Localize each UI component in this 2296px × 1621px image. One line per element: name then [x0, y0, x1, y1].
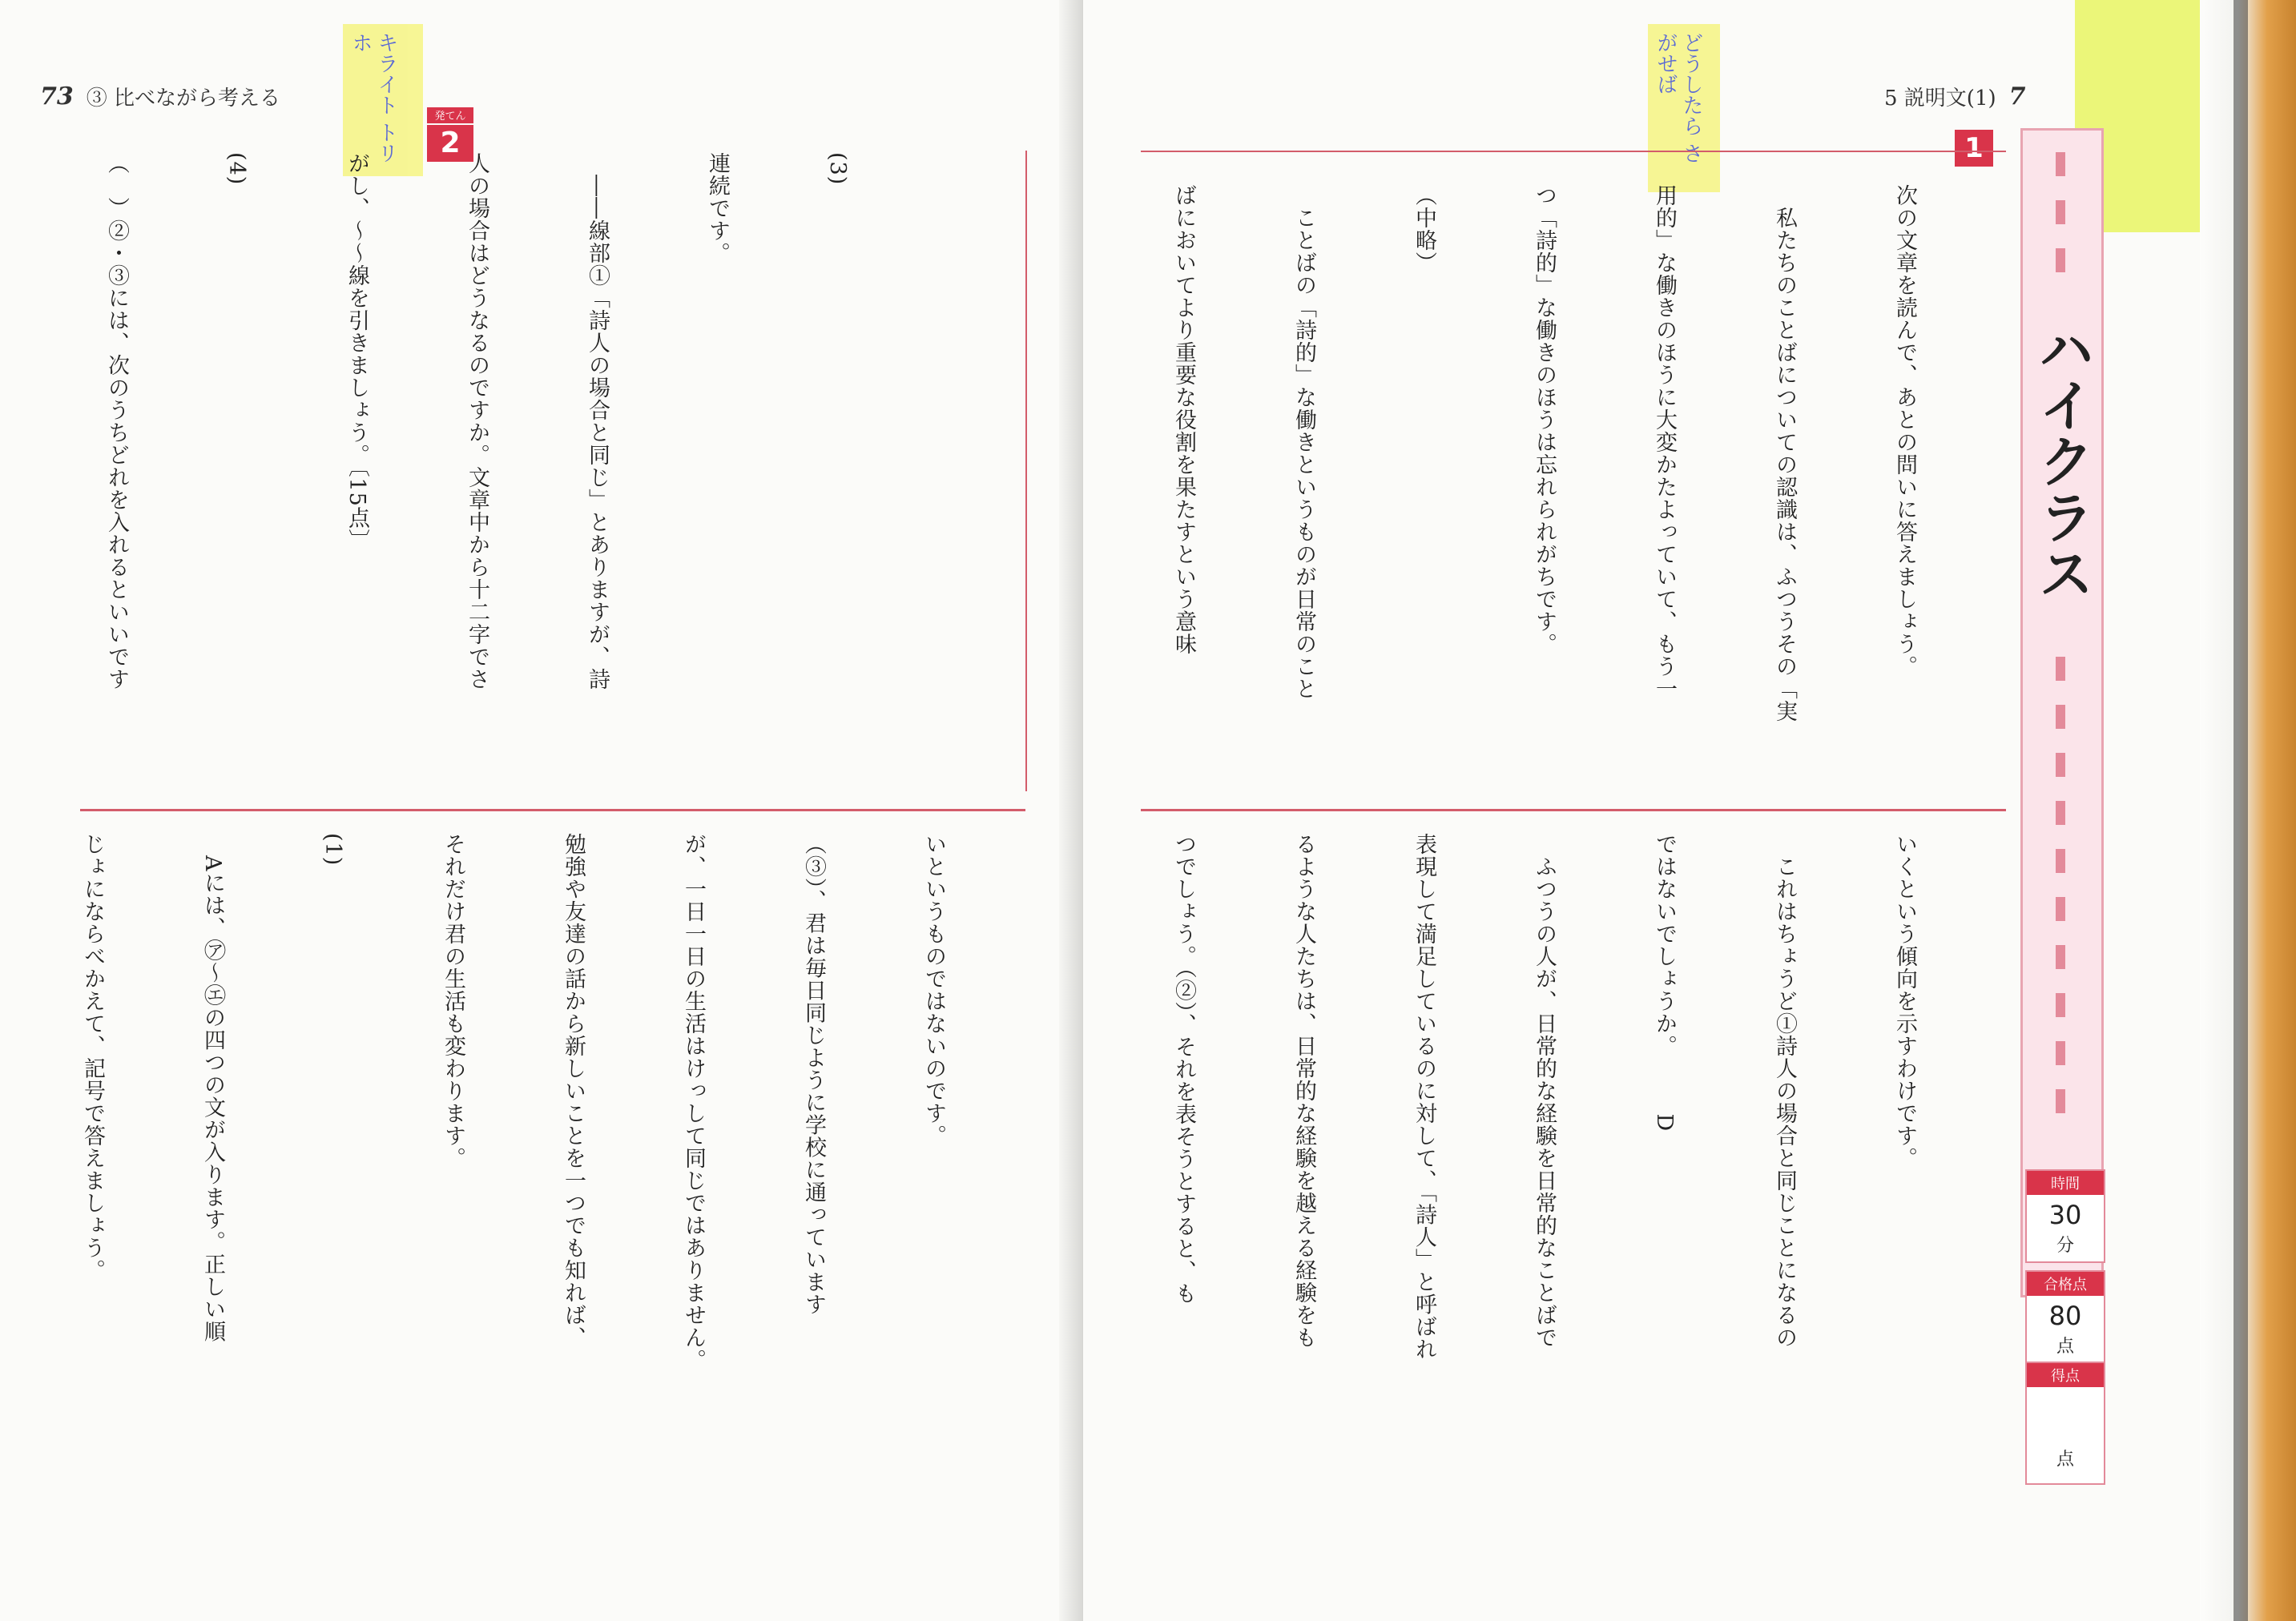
text-line: (3): [825, 152, 850, 186]
right-upper-text: [1139, 184, 2004, 793]
text-line: 連続です。: [705, 152, 730, 264]
text-line: 私たちのことばについての認識は、ふつうその「実: [1772, 184, 1797, 722]
score-unit: 点: [2056, 1450, 2074, 1470]
text-line: つでしょう。（②）、それを表そうとすると、も: [1171, 833, 1196, 1305]
banner-dash: [2056, 801, 2065, 825]
banner-dash: [2056, 705, 2065, 729]
text-line: 表現して満足しているのに対して、「詩人」と呼ばれ: [1412, 833, 1436, 1361]
text-line: ふつうの人が、日常的な経験を日常的なことばで: [1532, 833, 1557, 1349]
text-line: 用的」な働きのほうに大変かたよっていて、もう一: [1652, 184, 1677, 700]
question-2-tag: 2: [427, 125, 473, 162]
left-sticky-note-text: キライト トリホ: [348, 32, 398, 164]
text-line: ――線部①「詩人の場合と同じ」とありますが、詩: [585, 152, 610, 690]
pass-score-label: 合格点: [2027, 1272, 2104, 1296]
question-1-tag: 1: [1955, 130, 1993, 167]
text-line: (1): [320, 833, 345, 867]
banner-dash: [2056, 849, 2065, 873]
left-lower-text: [72, 833, 1033, 1554]
time-box: [2025, 1169, 2105, 1263]
right-section-label: 5 説明文(1): [1884, 86, 1996, 111]
banner-dash: [2056, 753, 2065, 777]
text-line: ではないでしょうか。 D: [1652, 833, 1677, 1132]
book-edge: [2200, 0, 2296, 1621]
score-entry-box[interactable]: [2025, 1362, 2105, 1485]
text-line: いというものではないのです。: [921, 833, 946, 1147]
left-page-header: [40, 82, 280, 111]
book-edge-strip: [2234, 0, 2248, 1621]
text-line: Aには、㋐～㋓の四つの文が入ります。正しい順: [200, 833, 225, 1343]
banner-dash: [2056, 152, 2065, 176]
right-page: [1083, 0, 2296, 1621]
banner-dash: [2056, 993, 2065, 1017]
text-line: つ「詩的」な働きのほうは忘れられがちです。: [1532, 184, 1557, 655]
text-line: 次の文章を読んで、あとの問いに答えましょう。: [1892, 184, 1917, 678]
text-line: これはちょうど①詩人の場合と同じことになるの: [1772, 833, 1797, 1349]
text-line: 人の場合はどうなるのですか。文章中から十二字でさ: [465, 152, 489, 690]
text-line: るような人たちは、日常的な経験を越える経験をも: [1291, 833, 1316, 1349]
right-lower-text: [1139, 833, 2004, 1554]
text-line: 勉強や友達の話から新しいことを一つでも知れば、: [561, 833, 586, 1349]
right-divider: [1141, 809, 2006, 811]
time-value: 30: [2048, 1200, 2082, 1230]
text-line: がし、～～線を引きましょう。〔15点〕: [344, 152, 369, 552]
left-page: [0, 0, 1083, 1621]
banner-title: ハイクラス: [2029, 320, 2095, 601]
question-2-tag-label: 発てん: [427, 107, 473, 123]
text-line: ばにおいてより重要な役割を果たすという意味: [1171, 184, 1196, 655]
pass-score-unit: 点: [2056, 1337, 2074, 1357]
left-section-label: ③ 比べながら考える: [86, 86, 281, 111]
text-line: が、一日一日の生活はけっして同じではありません。: [681, 833, 706, 1371]
banner-dash: [2056, 897, 2065, 921]
right-page-number: 7: [2008, 82, 2026, 111]
time-unit: 分: [2056, 1236, 2074, 1256]
text-line: ことばの「詩的」な働きというものが日常のこと: [1291, 184, 1316, 700]
right-page-header: [1884, 82, 2026, 111]
pass-score-value: 80: [2048, 1301, 2082, 1331]
right-sticky-note-text: どうしたら さがせば: [1654, 32, 1703, 164]
banner-dash: [2056, 1089, 2065, 1113]
text-line: いくという傾向を示すわけです。: [1892, 833, 1917, 1169]
banner-dash: [2056, 1041, 2065, 1065]
text-line: じょにならべかえて、記号で答えましょう。: [80, 833, 105, 1281]
banner-dash: [2056, 945, 2065, 969]
left-upper-text: [72, 152, 937, 793]
pass-score-box: [2025, 1270, 2105, 1364]
text-line: （③）、君は毎日同じように学校に通っています: [801, 833, 826, 1316]
time-label: 時間: [2027, 1171, 2104, 1195]
score-label: 得点: [2027, 1363, 2104, 1387]
text-line: それだけ君の生活も変わります。: [441, 833, 465, 1169]
banner-dash: [2056, 200, 2065, 224]
banner-dash: [2056, 248, 2065, 272]
text-line: (4): [224, 152, 249, 186]
banner-dash: [2056, 657, 2065, 681]
left-divider: [80, 809, 1025, 811]
text-line: （中略）: [1412, 184, 1436, 274]
text-line: （ ）②・③には、次のうちどれを入れるといいです: [104, 152, 129, 690]
left-page-number: 73: [40, 82, 74, 111]
